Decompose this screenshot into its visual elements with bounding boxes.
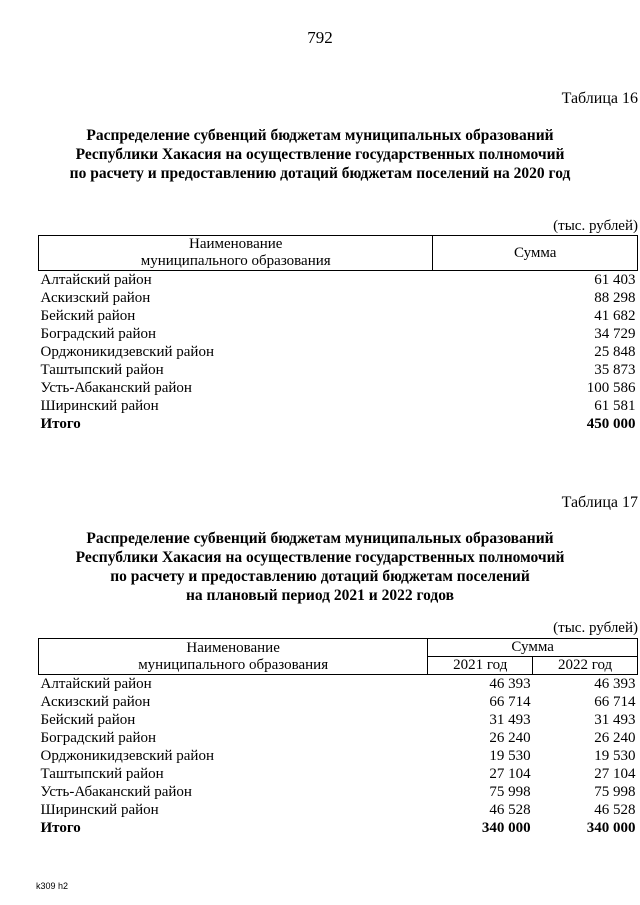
title-line: Республики Хакасия на осуществление государственных полномочий bbox=[75, 146, 565, 163]
table-17-units: (тыс. рублей) bbox=[553, 620, 638, 636]
row-name: Усть-Абаканский район bbox=[40, 784, 192, 800]
total-row bbox=[39, 415, 638, 433]
column-header-name: Наименование муниципального образования bbox=[39, 639, 428, 675]
row-name: Ширинский район bbox=[40, 398, 159, 414]
row-name: Алтайский район bbox=[40, 676, 152, 692]
title-line: на плановый период 2021 и 2022 годов bbox=[186, 587, 454, 604]
table-row bbox=[39, 693, 638, 711]
row-2021: 26 240 bbox=[489, 730, 531, 746]
title-line: Республики Хакасия на осуществление государственных полномочий bbox=[75, 549, 565, 566]
table-row bbox=[39, 307, 638, 325]
row-name: Аскизский район bbox=[40, 694, 151, 710]
row-2021: 31 493 bbox=[489, 712, 531, 728]
row-2022: 66 714 bbox=[594, 694, 636, 710]
page-number: 792 bbox=[307, 28, 333, 47]
table-row bbox=[39, 289, 638, 307]
row-sum: 88 298 bbox=[594, 290, 636, 306]
row-name: Таштыпский район bbox=[40, 766, 164, 782]
title-line: Распределение субвенций бюджетам муниципальных образований bbox=[86, 127, 554, 144]
row-2021: 27 104 bbox=[489, 766, 531, 782]
row-sum: 35 873 bbox=[594, 362, 636, 378]
total-2021: 340 000 bbox=[481, 820, 531, 836]
table-header bbox=[39, 639, 638, 657]
table-row bbox=[39, 747, 638, 765]
table-header bbox=[39, 236, 638, 271]
table-row bbox=[39, 783, 638, 801]
row-sum: 61 403 bbox=[594, 272, 636, 288]
table-17 bbox=[38, 638, 638, 837]
row-name: Усть-Абаканский район bbox=[40, 380, 192, 396]
total-sum: 450 000 bbox=[586, 416, 636, 432]
row-2022: 46 528 bbox=[594, 802, 636, 818]
row-sum: 61 581 bbox=[594, 398, 636, 414]
row-2022: 75 998 bbox=[594, 784, 636, 800]
total-label: Итого bbox=[40, 416, 81, 432]
table-row bbox=[39, 765, 638, 783]
row-2022: 27 104 bbox=[594, 766, 636, 782]
table-16-units: (тыс. рублей) bbox=[553, 218, 638, 234]
table-17-title bbox=[0, 529, 640, 605]
title-line: Распределение субвенций бюджетам муниципальных образований bbox=[86, 530, 554, 547]
row-sum: 34 729 bbox=[594, 326, 636, 342]
table-row bbox=[39, 343, 638, 361]
table-16 bbox=[38, 235, 638, 433]
total-row bbox=[39, 819, 638, 837]
row-name: Аскизский район bbox=[40, 290, 151, 306]
row-2022: 46 393 bbox=[594, 676, 636, 692]
table-row bbox=[39, 711, 638, 729]
row-name: Орджоникидзевский район bbox=[40, 344, 214, 360]
row-sum: 100 586 bbox=[586, 380, 636, 396]
row-2021: 46 393 bbox=[489, 676, 531, 692]
row-2022: 26 240 bbox=[594, 730, 636, 746]
row-name: Ширинский район bbox=[40, 802, 159, 818]
row-name: Боградский район bbox=[40, 730, 157, 746]
row-name: Бейский район bbox=[40, 308, 136, 324]
table-16-title bbox=[0, 126, 640, 183]
row-name: Алтайский район bbox=[40, 272, 152, 288]
column-header-sum: Сумма bbox=[428, 639, 638, 657]
title-line: по расчету и предоставлению дотаций бюджетам поселений bbox=[110, 568, 530, 585]
table-17-label: Таблица 17 bbox=[561, 494, 638, 511]
row-name: Орджоникидзевский район bbox=[40, 748, 214, 764]
table-16-label: Таблица 16 bbox=[561, 90, 638, 107]
row-name: Боградский район bbox=[40, 326, 157, 342]
table-row bbox=[39, 801, 638, 819]
row-name: Таштыпский район bbox=[40, 362, 164, 378]
table-row bbox=[39, 379, 638, 397]
table-row bbox=[39, 675, 638, 694]
row-sum: 25 848 bbox=[594, 344, 636, 360]
row-2021: 19 530 bbox=[489, 748, 531, 764]
table-row bbox=[39, 729, 638, 747]
row-2022: 31 493 bbox=[594, 712, 636, 728]
total-2022: 340 000 bbox=[586, 820, 636, 836]
row-2021: 66 714 bbox=[489, 694, 531, 710]
column-header-name: Наименование муниципального образования bbox=[39, 236, 433, 271]
row-sum: 41 682 bbox=[594, 308, 636, 324]
column-header-sum: Сумма bbox=[433, 236, 638, 271]
row-2021: 75 998 bbox=[489, 784, 531, 800]
table-row bbox=[39, 325, 638, 343]
row-name: Бейский район bbox=[40, 712, 136, 728]
row-2022: 19 530 bbox=[594, 748, 636, 764]
column-header-2022: 2022 год bbox=[533, 657, 638, 675]
table-row bbox=[39, 271, 638, 290]
footer-code: k309 h2 bbox=[36, 881, 69, 891]
row-2021: 46 528 bbox=[489, 802, 531, 818]
table-row bbox=[39, 361, 638, 379]
column-header-2021: 2021 год bbox=[428, 657, 533, 675]
table-row bbox=[39, 397, 638, 415]
title-line: по расчету и предоставлению дотаций бюджетам поселений на 2020 год bbox=[69, 165, 571, 182]
total-label: Итого bbox=[40, 820, 81, 836]
